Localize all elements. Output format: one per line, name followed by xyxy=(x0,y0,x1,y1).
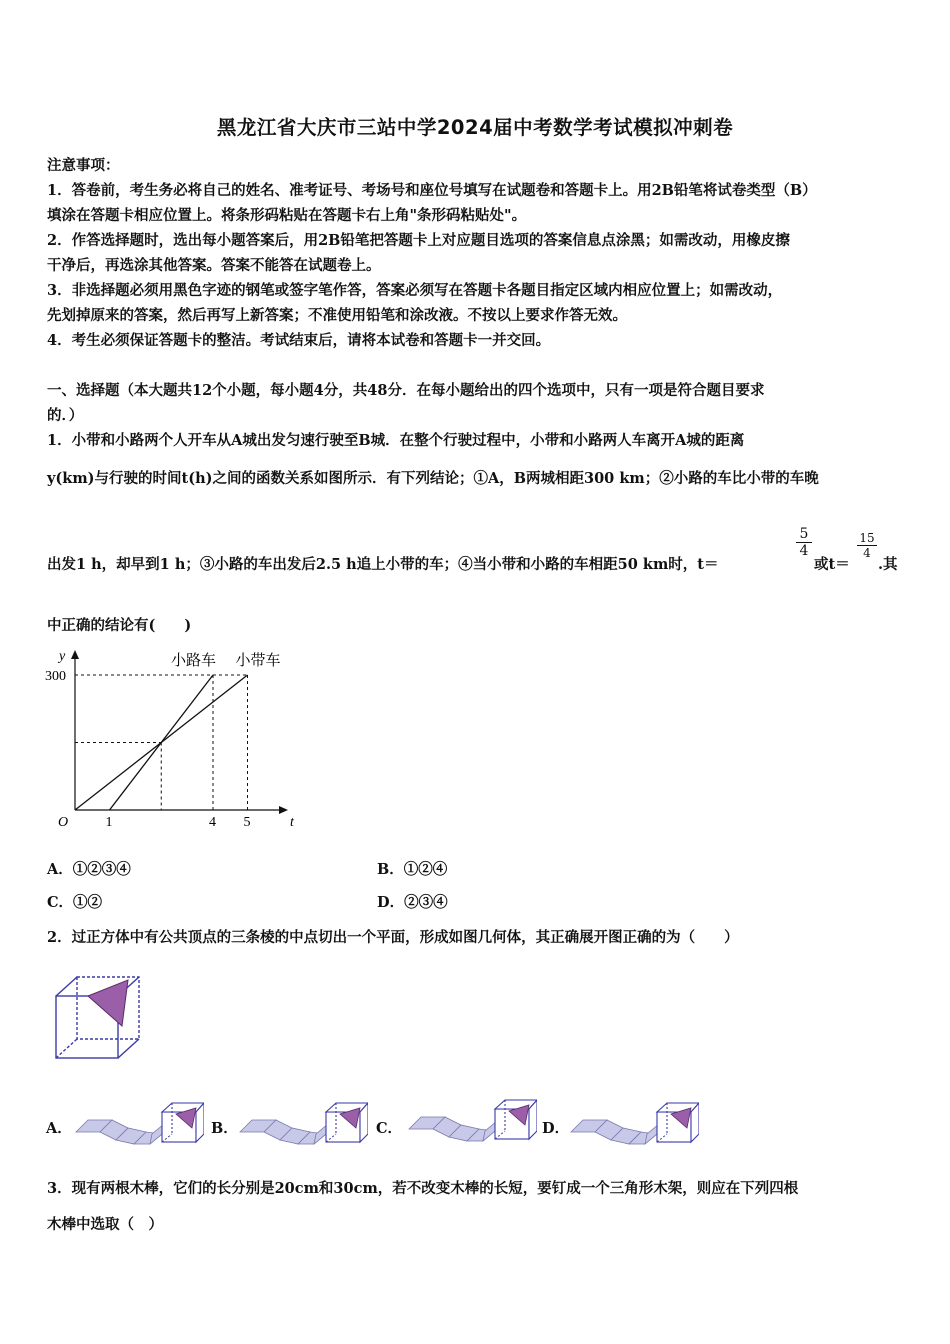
notice-line: 先划掉原来的答案，然后再写上新答案；不准使用铅笔和涂改液。不按以上要求作答无效。 xyxy=(47,307,627,324)
q1-text-end: .其 xyxy=(878,556,898,573)
q2-option-c-label[interactable]: C． xyxy=(376,1120,403,1137)
section-heading: 一、选择题（本大题共12个小题，每小题4分，共48分．在每小题给出的四个选项中，只有一项是符合题目要求 xyxy=(47,382,765,399)
q3-text: 木棒中选取（ ） xyxy=(47,1216,163,1233)
q1-text: 1．小带和小路两个人开车从A城出发匀速行驶至B城．在整个行驶过程中，小带和小路两人车离开A城的距离 xyxy=(47,432,745,449)
q1-option-b[interactable]: B．①②④ xyxy=(377,861,448,878)
q1-text: 中正确的结论有( ) xyxy=(47,617,192,634)
fraction-numerator: 15 xyxy=(859,531,875,545)
x-axis-label: t xyxy=(290,815,294,830)
x-axis-arrow xyxy=(279,806,288,814)
x-tick-label: 4 xyxy=(209,815,216,830)
q1-or-text: 或t＝ xyxy=(814,556,850,573)
distance-time-chart xyxy=(40,640,300,840)
y-tick-label: 300 xyxy=(45,669,66,684)
truncated-cube-figure xyxy=(50,972,150,1066)
q1-option-a[interactable]: A．①②③④ xyxy=(47,861,131,878)
x-tick-label: 5 xyxy=(243,815,251,830)
q2-option-b-label[interactable]: B． xyxy=(211,1120,238,1137)
page-title: 黑龙江省大庆市三站中学2024届中考数学考试模拟冲刺卷 xyxy=(216,116,734,139)
series-label: 小路车 xyxy=(171,653,217,669)
fraction-denominator: 4 xyxy=(796,542,812,559)
q2-option-c-net[interactable] xyxy=(405,1097,537,1143)
q1-option-d[interactable]: D．②③④ xyxy=(377,894,448,911)
notice-line: 干净后，再选涂其他答案。答案不能答在试题卷上。 xyxy=(47,257,381,274)
notice-line: 填涂在答题卡相应位置上。将条形码粘贴在答题卡右上角"条形码粘贴处"。 xyxy=(47,207,527,224)
cut-triangle xyxy=(88,980,128,1026)
fraction-denominator: 4 xyxy=(857,545,877,560)
fraction-5-4 xyxy=(796,526,812,559)
y-axis-arrow xyxy=(71,650,79,659)
section-heading-cont: 的．） xyxy=(47,407,84,424)
x-tick-label: 1 xyxy=(105,815,113,830)
origin-label: O xyxy=(58,815,69,830)
q2-option-a-net[interactable] xyxy=(72,1100,204,1146)
fraction-15-4 xyxy=(857,531,877,560)
q2-text: 2．过正方体中有公共顶点的三条棱的中点切出一个平面，形成如图几何体，其正确展开图正确的为（ ） xyxy=(47,929,739,946)
q2-option-a-label[interactable]: A． xyxy=(46,1120,72,1137)
notice-line: 4．考生必须保证答题卡的整洁。考试结束后，请将本试卷和答题卡一并交回。 xyxy=(47,332,551,349)
notice-line: 1．答卷前，考生务必将自己的姓名、准考证号、考场号和座位号填写在试题卷和答题卡上。用2B铅笔将试卷类型（B） xyxy=(47,182,817,199)
notice-heading: 注意事项： xyxy=(47,157,120,174)
q3-text: 3．现有两根木棒，它们的长分别是20cm和30cm，若不改变木棒的长短，要钉成一个三角形木架，则应在下列四根 xyxy=(47,1180,799,1197)
series-label: 小带车 xyxy=(235,653,281,669)
q1-text: y(km)与行驶的时间t(h)之间的函数关系如图所示．有下列结论；①A，B两城相距300 km；②小路的车比小带的车晚 xyxy=(47,470,819,487)
notice-line: 2．作答选择题时，选出每小题答案后，用2B铅笔把答题卡上对应题目选项的答案信息点涂黑；如需改动，用橡皮擦 xyxy=(47,232,790,249)
q2-option-d-net[interactable] xyxy=(567,1100,699,1146)
q2-option-d-label[interactable]: D． xyxy=(542,1120,570,1137)
q1-text: 出发1 h，却早到1 h；③小路的车出发后2.5 h追上小带的车；④当小带和小路的车相距50 km时，t＝ xyxy=(47,556,719,573)
notice-line: 3．非选择题必须用黑色字迹的钢笔或签字笔作答，答案必须写在答题卡各题目指定区域内相应位置上；如需改动， xyxy=(47,282,783,299)
y-axis-label: y xyxy=(59,649,66,664)
fraction-numerator: 5 xyxy=(799,526,809,542)
q2-option-b-net[interactable] xyxy=(236,1100,368,1146)
q1-option-c[interactable]: C．①② xyxy=(47,894,103,911)
